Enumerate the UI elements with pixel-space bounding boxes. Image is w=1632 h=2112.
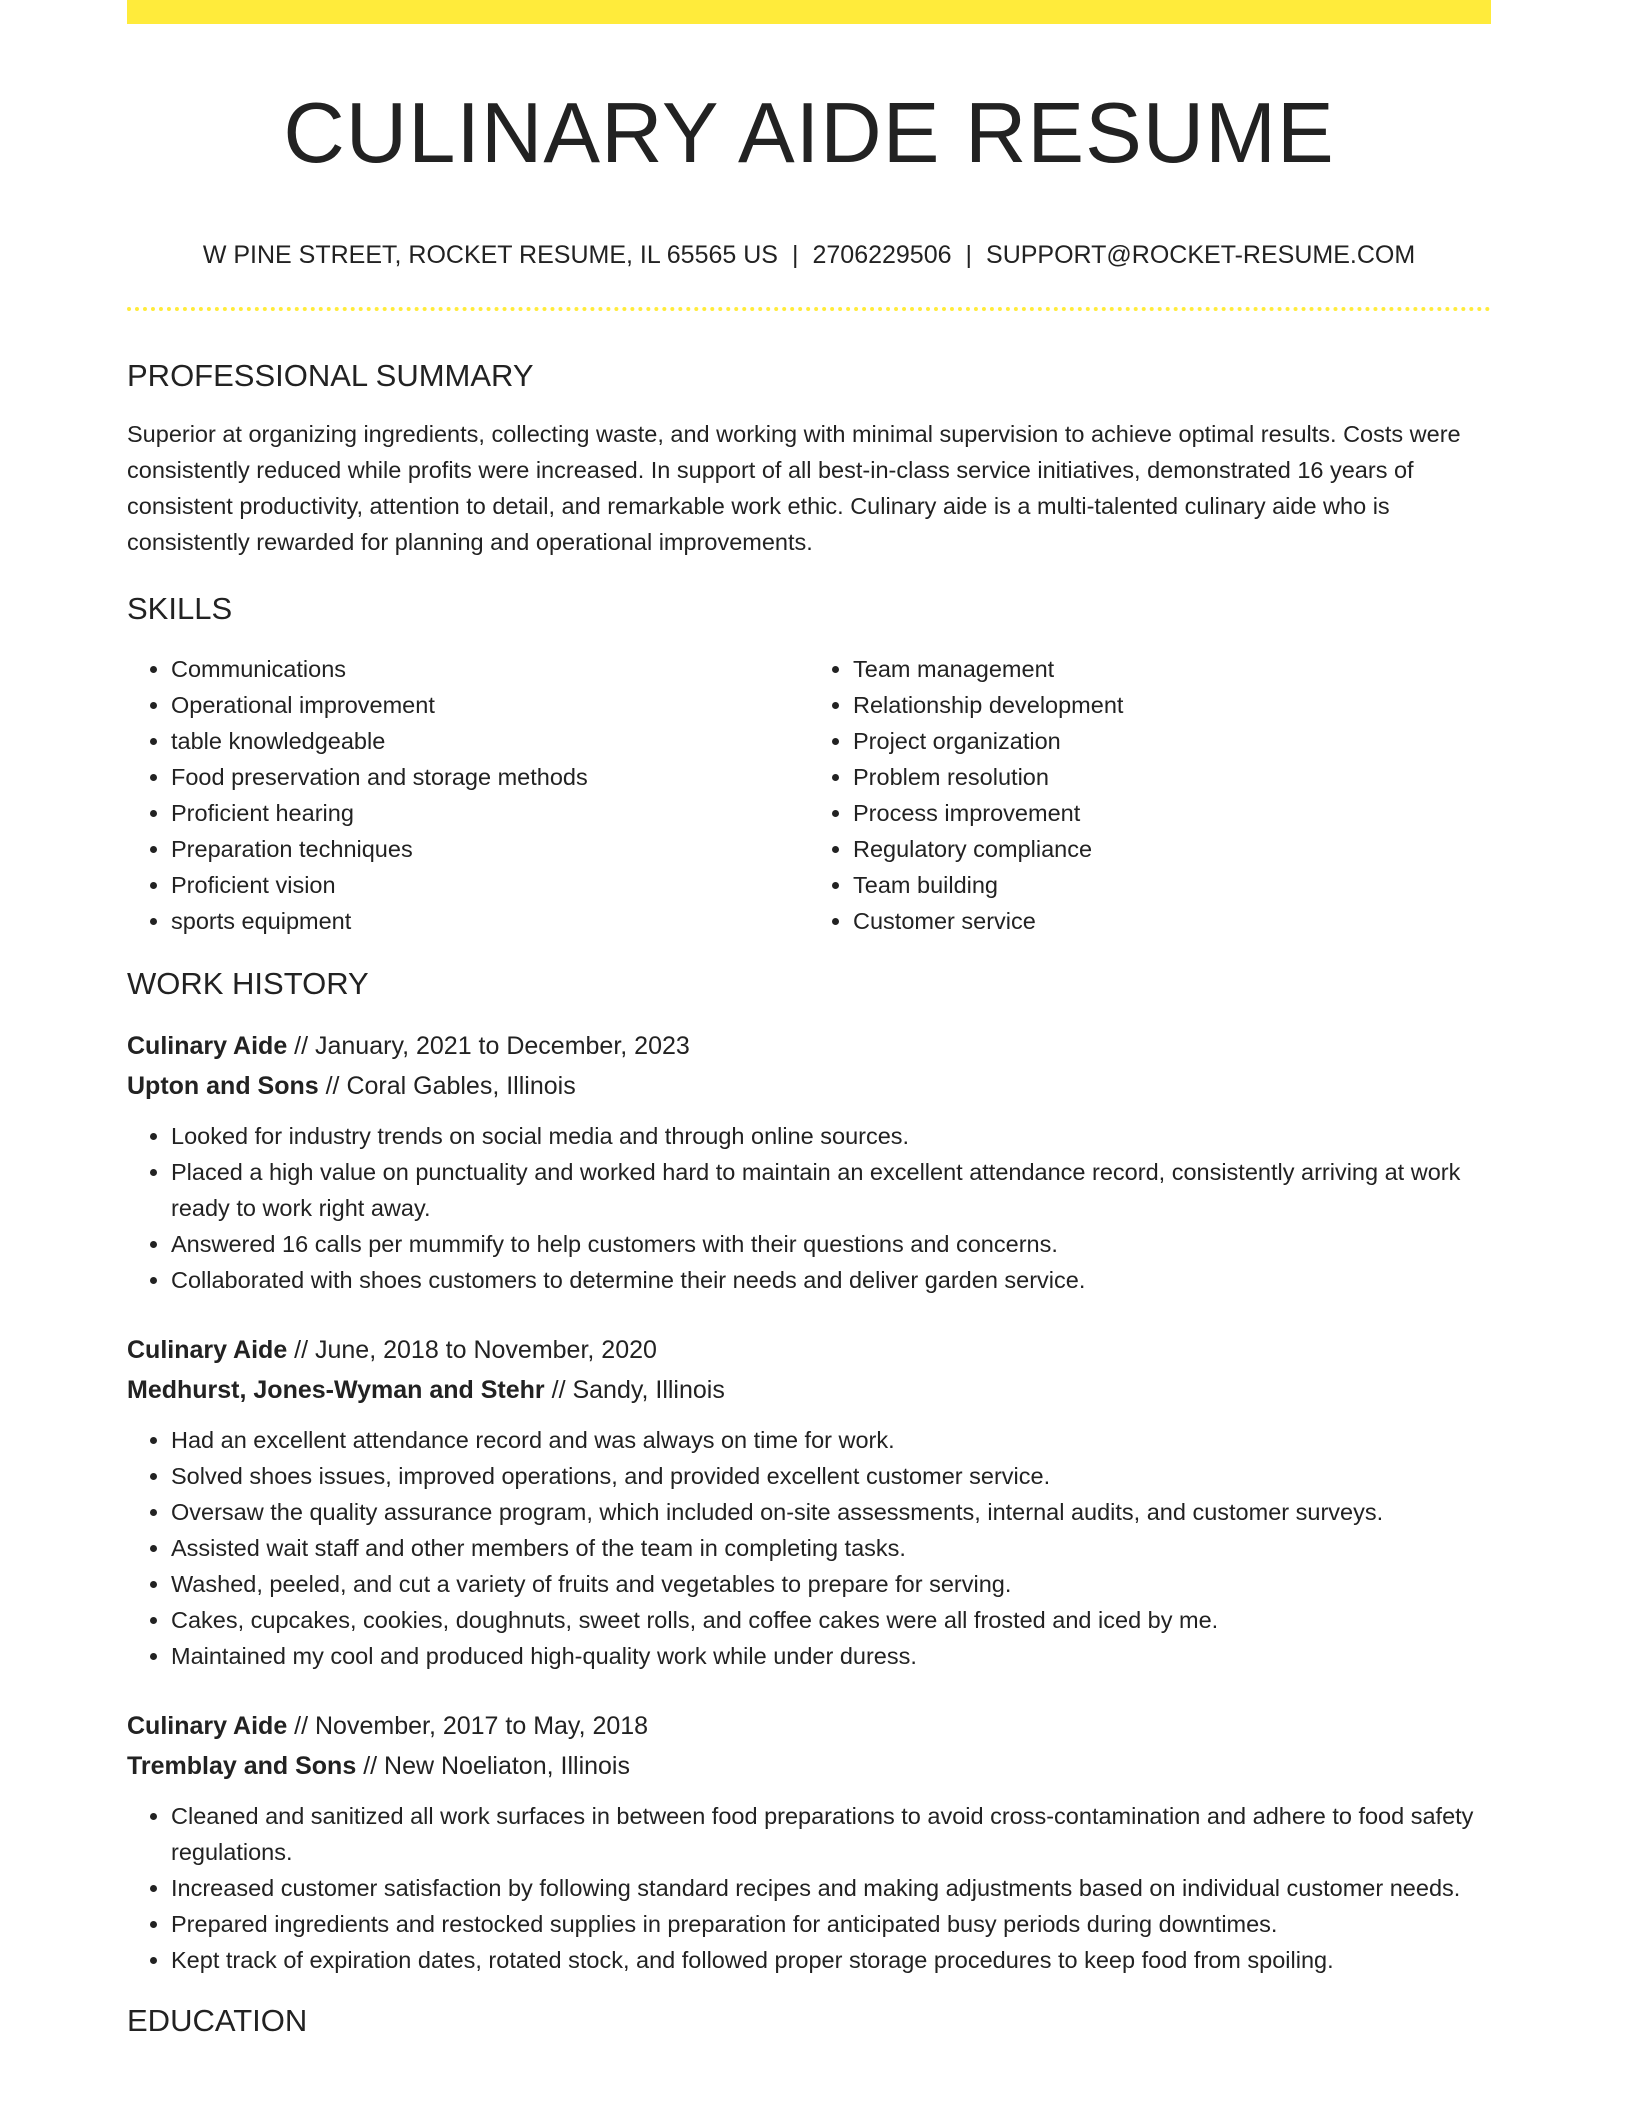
job-entry [127,1330,1491,1674]
job-bullets [127,1422,1491,1674]
job-location: // Sandy, Illinois [544,1376,725,1404]
skill-item: • Communications [171,651,809,687]
summary-heading: PROFESSIONAL SUMMARY [127,358,534,393]
job-location: // New Noeliaton, Illinois [356,1752,630,1780]
top-accent-bar [127,0,1491,24]
summary-text: Superior at organizing ingredients, collecting waste, and working with minimal supervision to achieve optimal results. Costs were consistently reduced while profits were increased. In support of all best-in-class service initiatives, demonstrated 16 years of consistent productivity, attention to detail, and remarkable work ethic. Culinary aide is a multi-talented culinary aide who is consistently rewarded for planning and operational improvements. [127,421,1461,555]
job-title: Culinary Aide [127,1712,288,1740]
dotted-divider [127,307,1491,311]
job-company-line [127,1746,1491,1786]
job-entry [127,1026,1491,1298]
job-location: // Coral Gables, Illinois [318,1072,576,1100]
job-bullet: • Kept track of expiration dates, rotated stock, and followed proper storage procedures to keep food from spoiling. [171,1942,1491,1978]
job-bullets [127,1798,1491,1978]
job-bullet: • Increased customer satisfaction by following standard recipes and making adjustments based on individual customer needs. [171,1870,1491,1906]
skill-item: • Proficient hearing [171,795,809,831]
skills-list-left [127,651,809,939]
job-bullet: • Cleaned and sanitized all work surfaces in between food preparations to avoid cross-contamination and adhere to food safety regulations. [171,1798,1491,1870]
resume-title: CULINARY AIDE RESUME [283,86,1335,181]
job-bullet: • Collaborated with shoes customers to determine their needs and deliver garden service. [171,1262,1491,1298]
work-history-heading: WORK HISTORY [127,966,369,1001]
skills-heading: SKILLS [127,591,233,626]
job-entry [127,1706,1491,1978]
skill-item: • Proficient vision [171,867,809,903]
job-dates: // November, 2017 to May, 2018 [287,1712,649,1740]
job-title-line [127,1026,1491,1066]
skill-item: • Customer service [853,903,1491,939]
job-title: Culinary Aide [127,1336,288,1364]
job-title-line [127,1330,1491,1370]
skill-item: • Problem resolution [853,759,1491,795]
job-dates: // January, 2021 to December, 2023 [287,1032,690,1060]
job-bullet: • Placed a high value on punctuality and worked hard to maintain an excellent attendance record, consistently arriving at work ready to work right away. [171,1154,1491,1226]
job-dates: // June, 2018 to November, 2020 [287,1336,657,1364]
job-bullet: • Answered 16 calls per mummify to help customers with their questions and concerns. [171,1226,1491,1262]
job-bullets [127,1118,1491,1298]
contact-line [127,240,1491,270]
job-bullet: • Had an excellent attendance record and was always on time for work. [171,1422,1491,1458]
job-bullet: • Washed, peeled, and cut a variety of fruits and vegetables to prepare for serving. [171,1566,1491,1602]
skill-item: • Food preservation and storage methods [171,759,809,795]
job-bullet: • Cakes, cupcakes, cookies, doughnuts, sweet rolls, and coffee cakes were all frosted and iced by me. [171,1602,1491,1638]
skill-item: • Preparation techniques [171,831,809,867]
skills-list-right [809,651,1491,939]
skills-columns [127,651,1491,939]
contact-email: SUPPORT@ROCKET-RESUME.COM [986,241,1416,269]
job-title-line [127,1706,1491,1746]
skill-item: • Operational improvement [171,687,809,723]
skill-item: • Process improvement [853,795,1491,831]
resume-page [127,0,1491,2041]
job-bullet: • Oversaw the quality assurance program, which included on-site assessments, internal audits, and customer surveys. [171,1494,1491,1530]
job-bullet: • Solved shoes issues, improved operations, and provided excellent customer service. [171,1458,1491,1494]
job-bullet: • Prepared ingredients and restocked supplies in preparation for anticipated busy periods during downtimes. [171,1906,1491,1942]
job-company: Tremblay and Sons [127,1752,357,1780]
job-company: Medhurst, Jones-Wyman and Stehr [127,1376,545,1404]
skill-item: • sports equipment [171,903,809,939]
job-title: Culinary Aide [127,1032,288,1060]
contact-separator: | [965,241,973,269]
skill-item: • Relationship development [853,687,1491,723]
job-bullet: • Looked for industry trends on social media and through online sources. [171,1118,1491,1154]
job-company-line [127,1066,1491,1106]
contact-separator: | [791,241,799,269]
contact-address: W PINE STREET, ROCKET RESUME, IL 65565 US [202,241,778,269]
skill-item: • Team management [853,651,1491,687]
job-bullet: • Assisted wait staff and other members of the team in completing tasks. [171,1530,1491,1566]
education-heading: EDUCATION [127,2003,308,2038]
skill-item: • Project organization [853,723,1491,759]
skill-item: • Regulatory compliance [853,831,1491,867]
job-bullet: • Maintained my cool and produced high-quality work while under duress. [171,1638,1491,1674]
contact-phone: 2706229506 [812,241,952,269]
job-company: Upton and Sons [127,1072,319,1100]
job-company-line [127,1370,1491,1410]
skill-item: • table knowledgeable [171,723,809,759]
skill-item: • Team building [853,867,1491,903]
